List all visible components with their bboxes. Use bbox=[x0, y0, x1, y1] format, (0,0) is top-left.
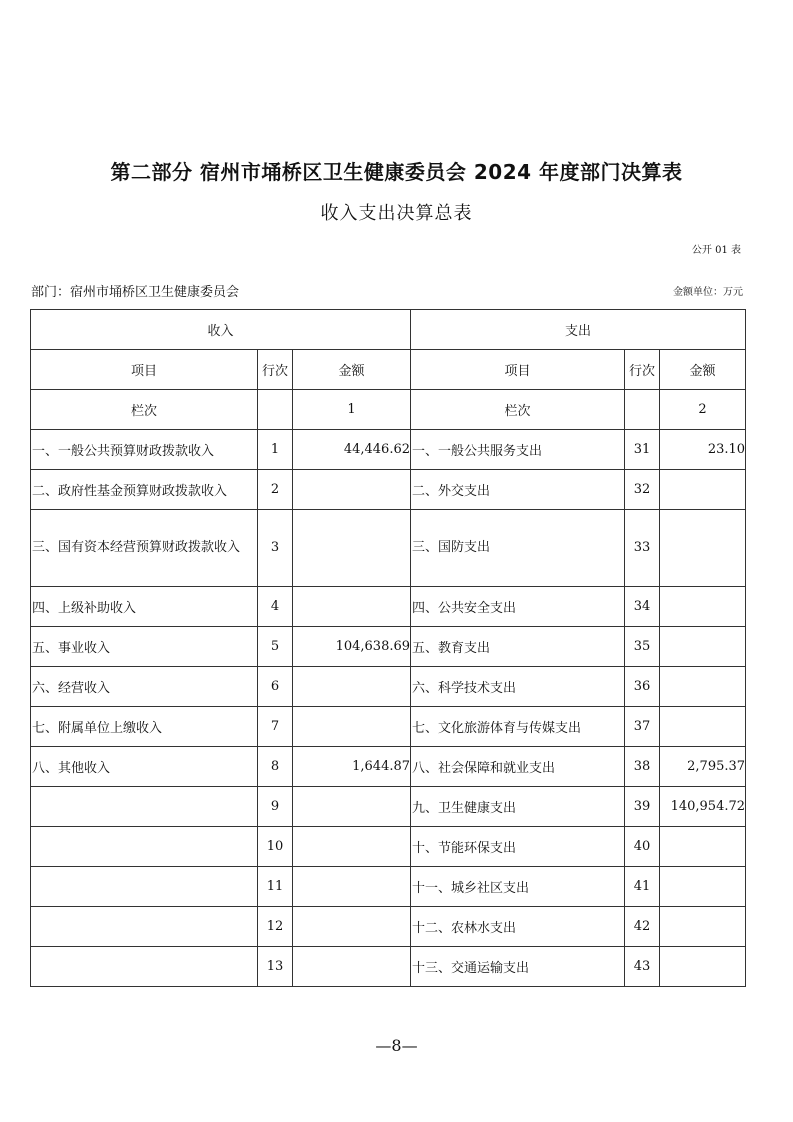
table-row bbox=[31, 787, 746, 827]
table-row bbox=[31, 707, 746, 747]
expense-item-cell: 十一、城乡社区支出 bbox=[411, 867, 625, 907]
expense-item-cell: 十三、交通运输支出 bbox=[411, 947, 625, 987]
expense-amount-cell bbox=[660, 707, 746, 747]
expense-item-cell: 二、外交支出 bbox=[411, 470, 625, 510]
expense-row-cell: 40 bbox=[625, 827, 660, 867]
income-row-cell: 13 bbox=[258, 947, 293, 987]
income-amount-header: 金额 bbox=[293, 350, 411, 390]
expense-row-cell: 37 bbox=[625, 707, 660, 747]
section-header-row bbox=[31, 310, 746, 350]
table-subtitle: 收入支出决算总表 bbox=[320, 203, 473, 224]
expense-amount-cell bbox=[660, 627, 746, 667]
table-row bbox=[31, 667, 746, 707]
expense-row-header: 行次 bbox=[625, 350, 660, 390]
expense-item-cell: 十、节能环保支出 bbox=[411, 827, 625, 867]
expense-amount-header: 金额 bbox=[660, 350, 746, 390]
income-item-header: 项目 bbox=[31, 350, 258, 390]
table-row bbox=[31, 867, 746, 907]
income-amount-cell bbox=[293, 707, 411, 747]
table-row bbox=[31, 747, 746, 787]
empty-cell bbox=[258, 390, 293, 430]
income-amount-cell bbox=[293, 510, 411, 587]
income-item-cell: 八、其他收入 bbox=[31, 747, 258, 787]
income-amount-cell: 44,446.62 bbox=[293, 430, 411, 470]
expense-item-cell: 四、公共安全支出 bbox=[411, 587, 625, 627]
expense-item-cell: 十二、农林水支出 bbox=[411, 907, 625, 947]
income-header: 收入 bbox=[31, 310, 411, 350]
expense-row-cell: 36 bbox=[625, 667, 660, 707]
table-row bbox=[31, 470, 746, 510]
income-item-cell bbox=[31, 867, 258, 907]
income-row-cell: 11 bbox=[258, 867, 293, 907]
income-row-header: 行次 bbox=[258, 350, 293, 390]
expense-amount-cell: 23.10 bbox=[660, 430, 746, 470]
unit-label: 金额单位：万元 bbox=[673, 287, 743, 298]
income-row-cell: 10 bbox=[258, 827, 293, 867]
expense-row-cell: 39 bbox=[625, 787, 660, 827]
expense-row-cell: 31 bbox=[625, 430, 660, 470]
department-label: 部门：宿州市埇桥区卫生健康委员会 bbox=[31, 285, 240, 300]
income-row-cell: 4 bbox=[258, 587, 293, 627]
income-row-cell: 9 bbox=[258, 787, 293, 827]
expense-item-cell: 八、社会保障和就业支出 bbox=[411, 747, 625, 787]
income-row-cell: 3 bbox=[258, 510, 293, 587]
income-item-cell: 一、一般公共预算财政拨款收入 bbox=[31, 430, 258, 470]
table-row bbox=[31, 947, 746, 987]
expense-item-header: 项目 bbox=[411, 350, 625, 390]
expense-amount-cell bbox=[660, 510, 746, 587]
income-amount-cell bbox=[293, 787, 411, 827]
expense-amount-cell: 140,954.72 bbox=[660, 787, 746, 827]
income-col-number: 1 bbox=[293, 390, 411, 430]
income-row-cell: 5 bbox=[258, 627, 293, 667]
income-amount-cell bbox=[293, 947, 411, 987]
income-item-cell: 二、政府性基金预算财政拨款收入 bbox=[31, 470, 258, 510]
expense-row-cell: 43 bbox=[625, 947, 660, 987]
income-item-cell: 六、经营收入 bbox=[31, 667, 258, 707]
income-amount-cell bbox=[293, 827, 411, 867]
empty-cell bbox=[625, 390, 660, 430]
expense-row-cell: 33 bbox=[625, 510, 660, 587]
table-row bbox=[31, 587, 746, 627]
table-row bbox=[31, 827, 746, 867]
expense-amount-cell bbox=[660, 827, 746, 867]
expense-amount-cell bbox=[660, 947, 746, 987]
income-row-cell: 7 bbox=[258, 707, 293, 747]
income-amount-cell bbox=[293, 587, 411, 627]
income-item-cell: 五、事业收入 bbox=[31, 627, 258, 667]
expense-item-cell: 九、卫生健康支出 bbox=[411, 787, 625, 827]
expense-item-cell: 六、科学技术支出 bbox=[411, 667, 625, 707]
income-expense-table bbox=[30, 309, 746, 987]
income-item-cell: 四、上级补助收入 bbox=[31, 587, 258, 627]
expense-item-cell: 五、教育支出 bbox=[411, 627, 625, 667]
table-row bbox=[31, 430, 746, 470]
income-amount-cell: 104,638.69 bbox=[293, 627, 411, 667]
income-item-cell: 三、国有资本经营预算财政拨款收入 bbox=[31, 510, 258, 587]
income-amount-cell bbox=[293, 667, 411, 707]
income-index-label: 栏次 bbox=[31, 390, 258, 430]
income-row-cell: 2 bbox=[258, 470, 293, 510]
income-item-cell bbox=[31, 787, 258, 827]
income-row-cell: 6 bbox=[258, 667, 293, 707]
expense-row-cell: 32 bbox=[625, 470, 660, 510]
income-amount-cell bbox=[293, 470, 411, 510]
income-item-cell bbox=[31, 947, 258, 987]
income-row-cell: 8 bbox=[258, 747, 293, 787]
expense-amount-cell bbox=[660, 667, 746, 707]
expense-header: 支出 bbox=[411, 310, 746, 350]
form-code: 公开 01 表 bbox=[691, 245, 741, 256]
expense-amount-cell: 2,795.37 bbox=[660, 747, 746, 787]
expense-index-label: 栏次 bbox=[411, 390, 625, 430]
income-amount-cell: 1,644.87 bbox=[293, 747, 411, 787]
expense-row-cell: 41 bbox=[625, 867, 660, 907]
income-amount-cell bbox=[293, 907, 411, 947]
expense-row-cell: 35 bbox=[625, 627, 660, 667]
expense-row-cell: 34 bbox=[625, 587, 660, 627]
expense-item-cell: 三、国防支出 bbox=[411, 510, 625, 587]
income-row-cell: 1 bbox=[258, 430, 293, 470]
expense-amount-cell bbox=[660, 867, 746, 907]
expense-amount-cell bbox=[660, 907, 746, 947]
table-row bbox=[31, 510, 746, 587]
page-title: 第二部分 宿州市埇桥区卫生健康委员会 2024 年度部门决算表 bbox=[110, 160, 683, 184]
income-row-cell: 12 bbox=[258, 907, 293, 947]
expense-col-number: 2 bbox=[660, 390, 746, 430]
income-item-cell: 七、附属单位上缴收入 bbox=[31, 707, 258, 747]
expense-item-cell: 七、文化旅游体育与传媒支出 bbox=[411, 707, 625, 747]
column-index-row bbox=[31, 390, 746, 430]
income-item-cell bbox=[31, 907, 258, 947]
expense-amount-cell bbox=[660, 470, 746, 510]
column-header-row bbox=[31, 350, 746, 390]
expense-item-cell: 一、一般公共服务支出 bbox=[411, 430, 625, 470]
expense-row-cell: 38 bbox=[625, 747, 660, 787]
table-row bbox=[31, 907, 746, 947]
income-amount-cell bbox=[293, 867, 411, 907]
expense-row-cell: 42 bbox=[625, 907, 660, 947]
page-number: —8— bbox=[375, 1036, 418, 1055]
table-row bbox=[31, 627, 746, 667]
expense-amount-cell bbox=[660, 587, 746, 627]
income-item-cell bbox=[31, 827, 258, 867]
